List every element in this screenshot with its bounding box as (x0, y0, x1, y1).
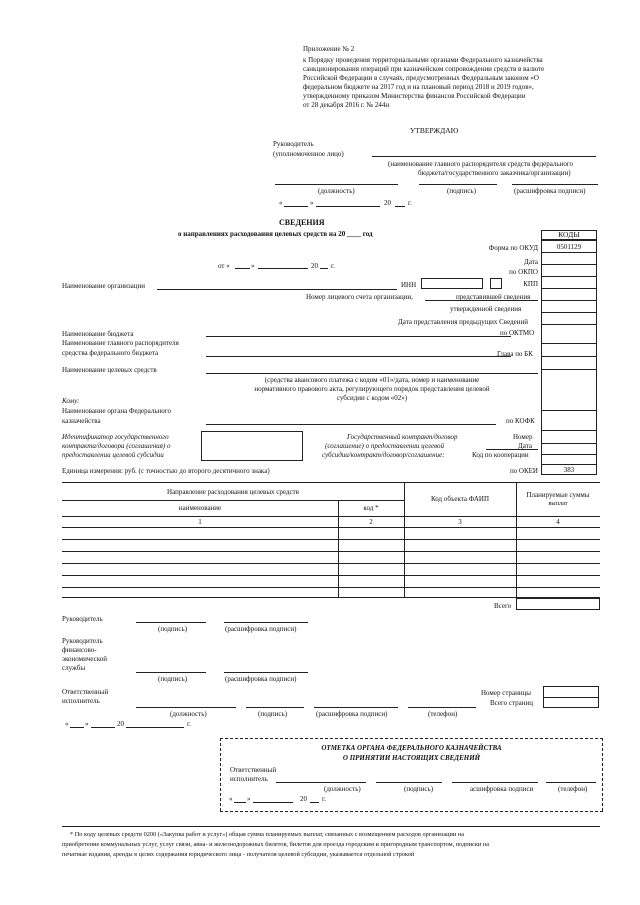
table-row[interactable] (62, 575, 600, 576)
kpp-label: КПП (523, 280, 538, 288)
contract-date-line (486, 449, 538, 450)
treasury-phone-caption: (телефон) (558, 785, 588, 793)
inn-label: ИНН (401, 281, 417, 289)
footnote-line: печатные издания, аренды в целях содержания юридического лица - получателя целевой субсидии, указывается отдельной строкой (62, 851, 415, 858)
treasury-decode-line[interactable] (452, 782, 538, 783)
account-label: Номер лицевого счета организации, (306, 293, 413, 301)
head-label: Руководитель (62, 615, 103, 623)
treasury-position-caption: (должность) (324, 785, 361, 793)
gr-label: средства федерального бюджета (62, 349, 159, 357)
codes-row-divider (541, 324, 597, 325)
treasury-border (220, 811, 603, 812)
okpo-label: по ОКПО (509, 268, 538, 276)
codes-header: КОДЫ (558, 230, 580, 239)
target-funds-label: Наименование целевых средств (62, 366, 157, 374)
resp-position-line[interactable] (136, 707, 236, 708)
treasury-date-suffix: г. (322, 795, 326, 803)
contract-id-label: Идентификатор государственного (62, 433, 169, 441)
date-day-line[interactable] (235, 268, 250, 269)
to-whom-label: Кому: (62, 397, 80, 405)
org-name-line[interactable] (157, 289, 397, 290)
resp-label: Ответственный (62, 688, 109, 696)
fin-label: службы (62, 664, 86, 672)
table-row[interactable] (62, 539, 600, 540)
contract-date-label: Дата (518, 442, 532, 450)
treasury-resp-label: исполнитель (230, 775, 268, 783)
doc-title: СВЕДЕНИЯ (279, 218, 325, 227)
sign-month-line[interactable] (91, 727, 115, 728)
table-head-sum: выплат (548, 500, 568, 507)
date-suffix: г. (331, 262, 335, 270)
okei-value: 383 (563, 466, 575, 474)
appendix-line: утвержденному приказом Министерства финансов Российской Федерации (303, 92, 526, 100)
contract-id-label: контракта/договора (соглашения) о (62, 442, 171, 450)
page-num-label: Номер страницы (481, 689, 532, 697)
gos-contract-label: субсидии/контракт/договор/соглашение: (322, 451, 445, 459)
sign-date-suffix: г. (187, 720, 191, 728)
table-col-divider (338, 500, 339, 597)
treasury-title: О ПРИНЯТИИ НАСТОЯЩИХ СВЕДЕНИЙ (342, 754, 481, 762)
approve-decode-caption: (расшифровка подписи) (514, 187, 586, 195)
footnote-line: приобретение коммунальных услуг, услуг связи, авиа- и железнодорожных билетов, билетов для проезда городским и пригородным транспортом, подписки на (62, 841, 489, 848)
appendix-line: к Порядку проведения территориальными органами Федерального казначейства (303, 56, 543, 64)
treasury-title: ОТМЕТКА ОРГАНА ФЕДЕРАЛЬНОГО КАЗНАЧЕЙСТВА (321, 744, 502, 752)
approve-position-line[interactable] (275, 184, 398, 185)
treasury-phone-line[interactable] (546, 782, 596, 783)
approve-date-close: » (310, 199, 314, 207)
gr-line[interactable] (206, 356, 511, 357)
head-decode-caption: (расшифровка подписи) (225, 625, 297, 633)
codes-row-divider (541, 454, 597, 455)
pages-total-label: Всего страниц (490, 699, 534, 707)
appendix-line: федеральном бюджете на 2017 год и на плановый период 2018 и 2019 годов», (303, 83, 534, 91)
prev-date-label: Дата представления предыдущих Сведений (398, 318, 528, 326)
contract-number-label: Номер (513, 433, 533, 441)
okud-label: Форма по ОКУД (488, 244, 538, 252)
account-line[interactable] (425, 300, 455, 301)
fk-label: казначейства (62, 417, 101, 425)
resp-phone-caption: (телефон) (428, 710, 458, 718)
treasury-month-line[interactable] (253, 802, 293, 803)
col-num: 3 (458, 518, 462, 526)
okud-value: 0501129 (556, 243, 582, 251)
account-tail: представившей сведения (456, 293, 531, 301)
glava-label: Глава по БК (497, 350, 533, 358)
codes-header-cell (541, 230, 597, 240)
table-head-faip: Код объекта ФАИП (430, 495, 490, 503)
okei-label: по ОКЕИ (509, 467, 538, 475)
approve-decode-line[interactable] (512, 184, 598, 185)
kpp-box[interactable] (490, 278, 502, 289)
col-num: 1 (198, 518, 202, 526)
head-decode-line[interactable] (224, 622, 308, 623)
treasury-year: 20 (300, 795, 307, 803)
table-head-divider (62, 500, 404, 501)
treasury-decode-caption: асшифровка подписи (470, 785, 534, 793)
fin-label: Руководитель (62, 637, 103, 645)
col-num: 4 (556, 518, 560, 526)
account-tail-line (454, 300, 538, 301)
pages-total-field[interactable] (543, 697, 599, 708)
sign-date-close: » (85, 720, 89, 728)
sign-date-open: « (65, 720, 69, 728)
sign-year-line[interactable] (126, 727, 184, 728)
codes-row-divider (541, 312, 597, 313)
codes-row-divider (541, 464, 597, 465)
approve-date-open: « (279, 199, 283, 207)
fin-sign-caption: (подпись) (158, 675, 188, 683)
resp-phone-line[interactable] (408, 707, 476, 708)
table-row[interactable] (62, 563, 600, 564)
date-month-line[interactable] (258, 268, 308, 269)
table-head-bottom (62, 516, 600, 517)
approve-position-caption: (должность) (318, 187, 355, 195)
approve-head-label: Руководитель (273, 140, 314, 148)
table-head-code: код * (363, 504, 379, 512)
codes-row-divider (541, 343, 597, 344)
resp-decode-caption: (расшифровка подписи) (316, 710, 388, 718)
treasury-border (220, 738, 603, 739)
total-label: Всего (494, 602, 512, 610)
approve-day-line[interactable] (284, 206, 308, 207)
date-from: от « (218, 262, 230, 270)
approve-org-line[interactable] (372, 156, 596, 157)
codes-row-divider (541, 276, 597, 277)
fin-signature-line[interactable] (136, 672, 206, 673)
date-year: 20 (311, 262, 318, 270)
table-row[interactable] (62, 551, 600, 552)
budget-name-line[interactable] (206, 336, 511, 337)
treasury-year-line[interactable] (310, 802, 319, 803)
resp-decode-line[interactable] (314, 707, 398, 708)
codes-row-divider (541, 288, 597, 289)
codes-row-divider (541, 410, 597, 411)
gr-label: Наименование главного распорядителя (62, 339, 179, 347)
table-head-name: наименование (178, 504, 222, 512)
appendix-line: от 28 декабря 2016 г. № 244н (303, 101, 390, 109)
approved-info: утвержденной сведения (450, 305, 522, 313)
inn-field[interactable] (421, 278, 483, 289)
approve-signature-caption: (подпись) (447, 187, 477, 195)
coop-label: Код по кооперации (472, 451, 529, 459)
resp-label: исполнитель (62, 697, 100, 705)
unit-label: Единица измерения: руб. (с точностью до второго десятичного знака) (62, 467, 270, 475)
approve-title: УТВЕРЖДАЮ (410, 126, 459, 135)
budget-name-label: Наименование бюджета (62, 330, 134, 338)
gos-contract-label: Государственный контракт/договор (347, 433, 458, 441)
treasury-date-close: » (247, 795, 251, 803)
codes-row-divider (541, 264, 597, 265)
target-note: субсидии с кодом «02») (336, 394, 408, 402)
date-mid: » (251, 262, 255, 270)
doc-subtitle: о направлениях расходования целевых средств на 20 ____ год (178, 230, 373, 238)
approve-org-caption: (наименование главного распорядителя средств федерального (388, 160, 574, 168)
resp-sign-caption: (подпись) (258, 710, 288, 718)
treasury-position-line[interactable] (276, 782, 366, 783)
kofk-label: по КОФК (506, 417, 535, 425)
oktmo-label: по ОКТМО (500, 329, 535, 337)
gos-contract-label: (соглашение) о предоставлении целевой (325, 442, 445, 450)
treasury-signature-line[interactable] (376, 782, 442, 783)
page-num-field[interactable] (543, 686, 599, 697)
head-sign-caption: (подпись) (158, 625, 188, 633)
approve-year: 20 (384, 199, 391, 207)
date-label: Дата (524, 258, 538, 266)
date-year-line[interactable] (320, 268, 328, 269)
fin-decode-line[interactable] (224, 672, 308, 673)
approve-signature-line[interactable] (419, 184, 497, 185)
approve-date-suffix: г. (408, 199, 412, 207)
appendix-line: Российской Федерации в случаях, предусмотренных Федеральным законом «О (303, 74, 539, 82)
codes-row-divider (541, 430, 597, 431)
fin-label: экономической (62, 655, 108, 663)
table-head-direction: Направление расходования целевых средств (167, 488, 299, 496)
treasury-resp-label: Ответственный (230, 766, 277, 774)
treasury-day-line[interactable] (234, 802, 246, 803)
fin-decode-caption: (расшифровка подписи) (225, 675, 297, 683)
col-num: 2 (369, 518, 373, 526)
treasury-date-open: « (229, 795, 233, 803)
sign-day-line[interactable] (70, 727, 84, 728)
appendix-title: Приложение № 2 (303, 45, 355, 53)
table-head-sum: Планируемые суммы (526, 491, 590, 499)
contract-id-field[interactable] (201, 431, 303, 461)
codes-row-divider (541, 300, 597, 301)
total-field[interactable] (516, 598, 600, 610)
fk-line[interactable] (206, 424, 496, 425)
footnote-divider (62, 826, 600, 827)
approve-head-sub: (уполномоченное лицо) (273, 150, 344, 158)
codes-row-divider (541, 252, 597, 253)
table-top-border (62, 482, 600, 483)
org-name-label: Наименование организации (62, 282, 145, 290)
fk-label: Наименование органа Федерального (62, 407, 171, 415)
approve-org-caption: бюджета/государственного заказчика/организации) (418, 169, 571, 177)
head-signature-line[interactable] (136, 622, 206, 623)
footnote-line: * По коду целевых средств 0200 («Закупка работ и услуг») общая сумма планируемых выплат, связанных с возмещением расходов организации на (70, 831, 465, 838)
target-note: нормативного правового акта, регулирующего порядок представления целевой (254, 385, 490, 393)
target-note: (средства авансового платежа с кодом «01»/дата, номер и наименование (264, 376, 480, 384)
contract-id-label: предоставлении целевой субсидии (62, 451, 164, 459)
codes-row-divider (541, 356, 597, 357)
codes-row-divider (541, 369, 597, 370)
table-row[interactable] (62, 587, 600, 588)
sign-year: 20 (117, 720, 124, 728)
target-funds-line[interactable] (206, 373, 538, 374)
appendix-line: санкционирования операций при казначейском сопровождении средств в валюте (303, 65, 545, 73)
codes-row-divider (541, 443, 597, 444)
table-num-bottom (62, 527, 600, 528)
treasury-signature-caption: (подпись) (404, 785, 434, 793)
resp-signature-line[interactable] (246, 707, 304, 708)
resp-position-caption: (должность) (170, 710, 207, 718)
approve-year-line[interactable] (395, 206, 405, 207)
fin-label: финансово- (62, 646, 97, 654)
approve-month-line[interactable] (316, 206, 380, 207)
